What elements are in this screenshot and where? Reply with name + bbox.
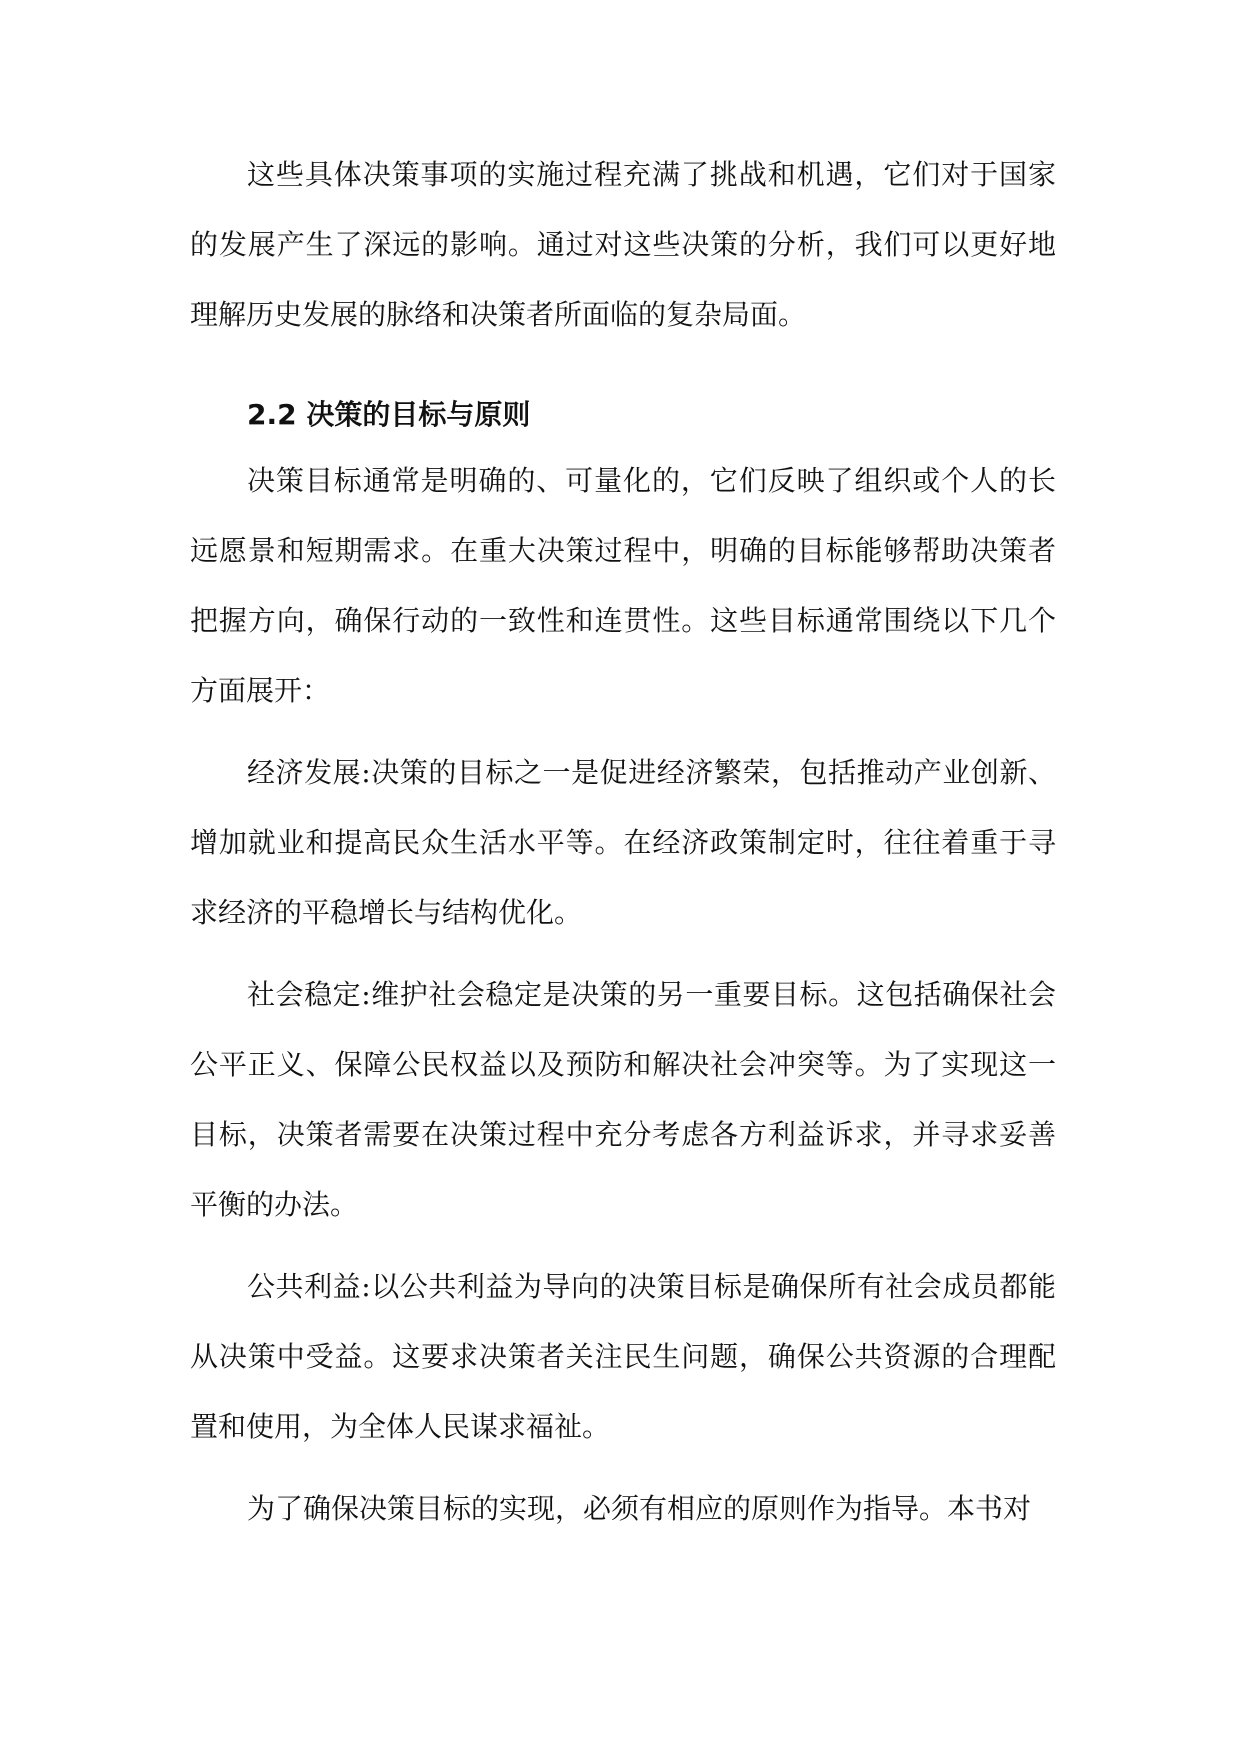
paragraph-public-interest: 公共利益:以公共利益为导向的决策目标是确保所有社会成员都能从决策中受益。这要求决策者关注民生问题，确保公共资源的合理配置和使用，为全体人民谋求福祉。 [190,1270,1056,1443]
document-body [190,140,1056,1544]
paragraph-implementation-challenges: 这些具体决策事项的实施过程充满了挑战和机遇，它们对于国家的发展产生了深远的影响。通过对这些决策的分析，我们可以更好地理解历史发展的脉络和决策者所面临的复杂局面。 [190,158,1056,331]
paragraph-economic-development: 经济发展:决策的目标之一是促进经济繁荣，包括推动产业创新、增加就业和提高民众生活水平等。在经济政策制定时，往往着重于寻求经济的平稳增长与结构优化。 [190,756,1056,929]
paragraph-social-stability: 社会稳定:维护社会稳定是决策的另一重要目标。这包括确保社会公平正义、保障公民权益以及预防和解决社会冲突等。为了实现这一目标，决策者需要在决策过程中充分考虑各方利益诉求，并寻求妥善平衡的办法。 [190,978,1056,1221]
paragraph-principles-intro: 为了确保决策目标的实现，必须有相应的原则作为指导。本书对 [247,1492,1032,1525]
section-heading: 2.2 决策的目标与原则 [247,398,531,431]
paragraph-decision-goals: 决策目标通常是明确的、可量化的，它们反映了组织或个人的长远愿景和短期需求。在重大决策过程中，明确的目标能够帮助决策者把握方向，确保行动的一致性和连贯性。这些目标通常围绕以下几个方面展开： [190,464,1056,707]
